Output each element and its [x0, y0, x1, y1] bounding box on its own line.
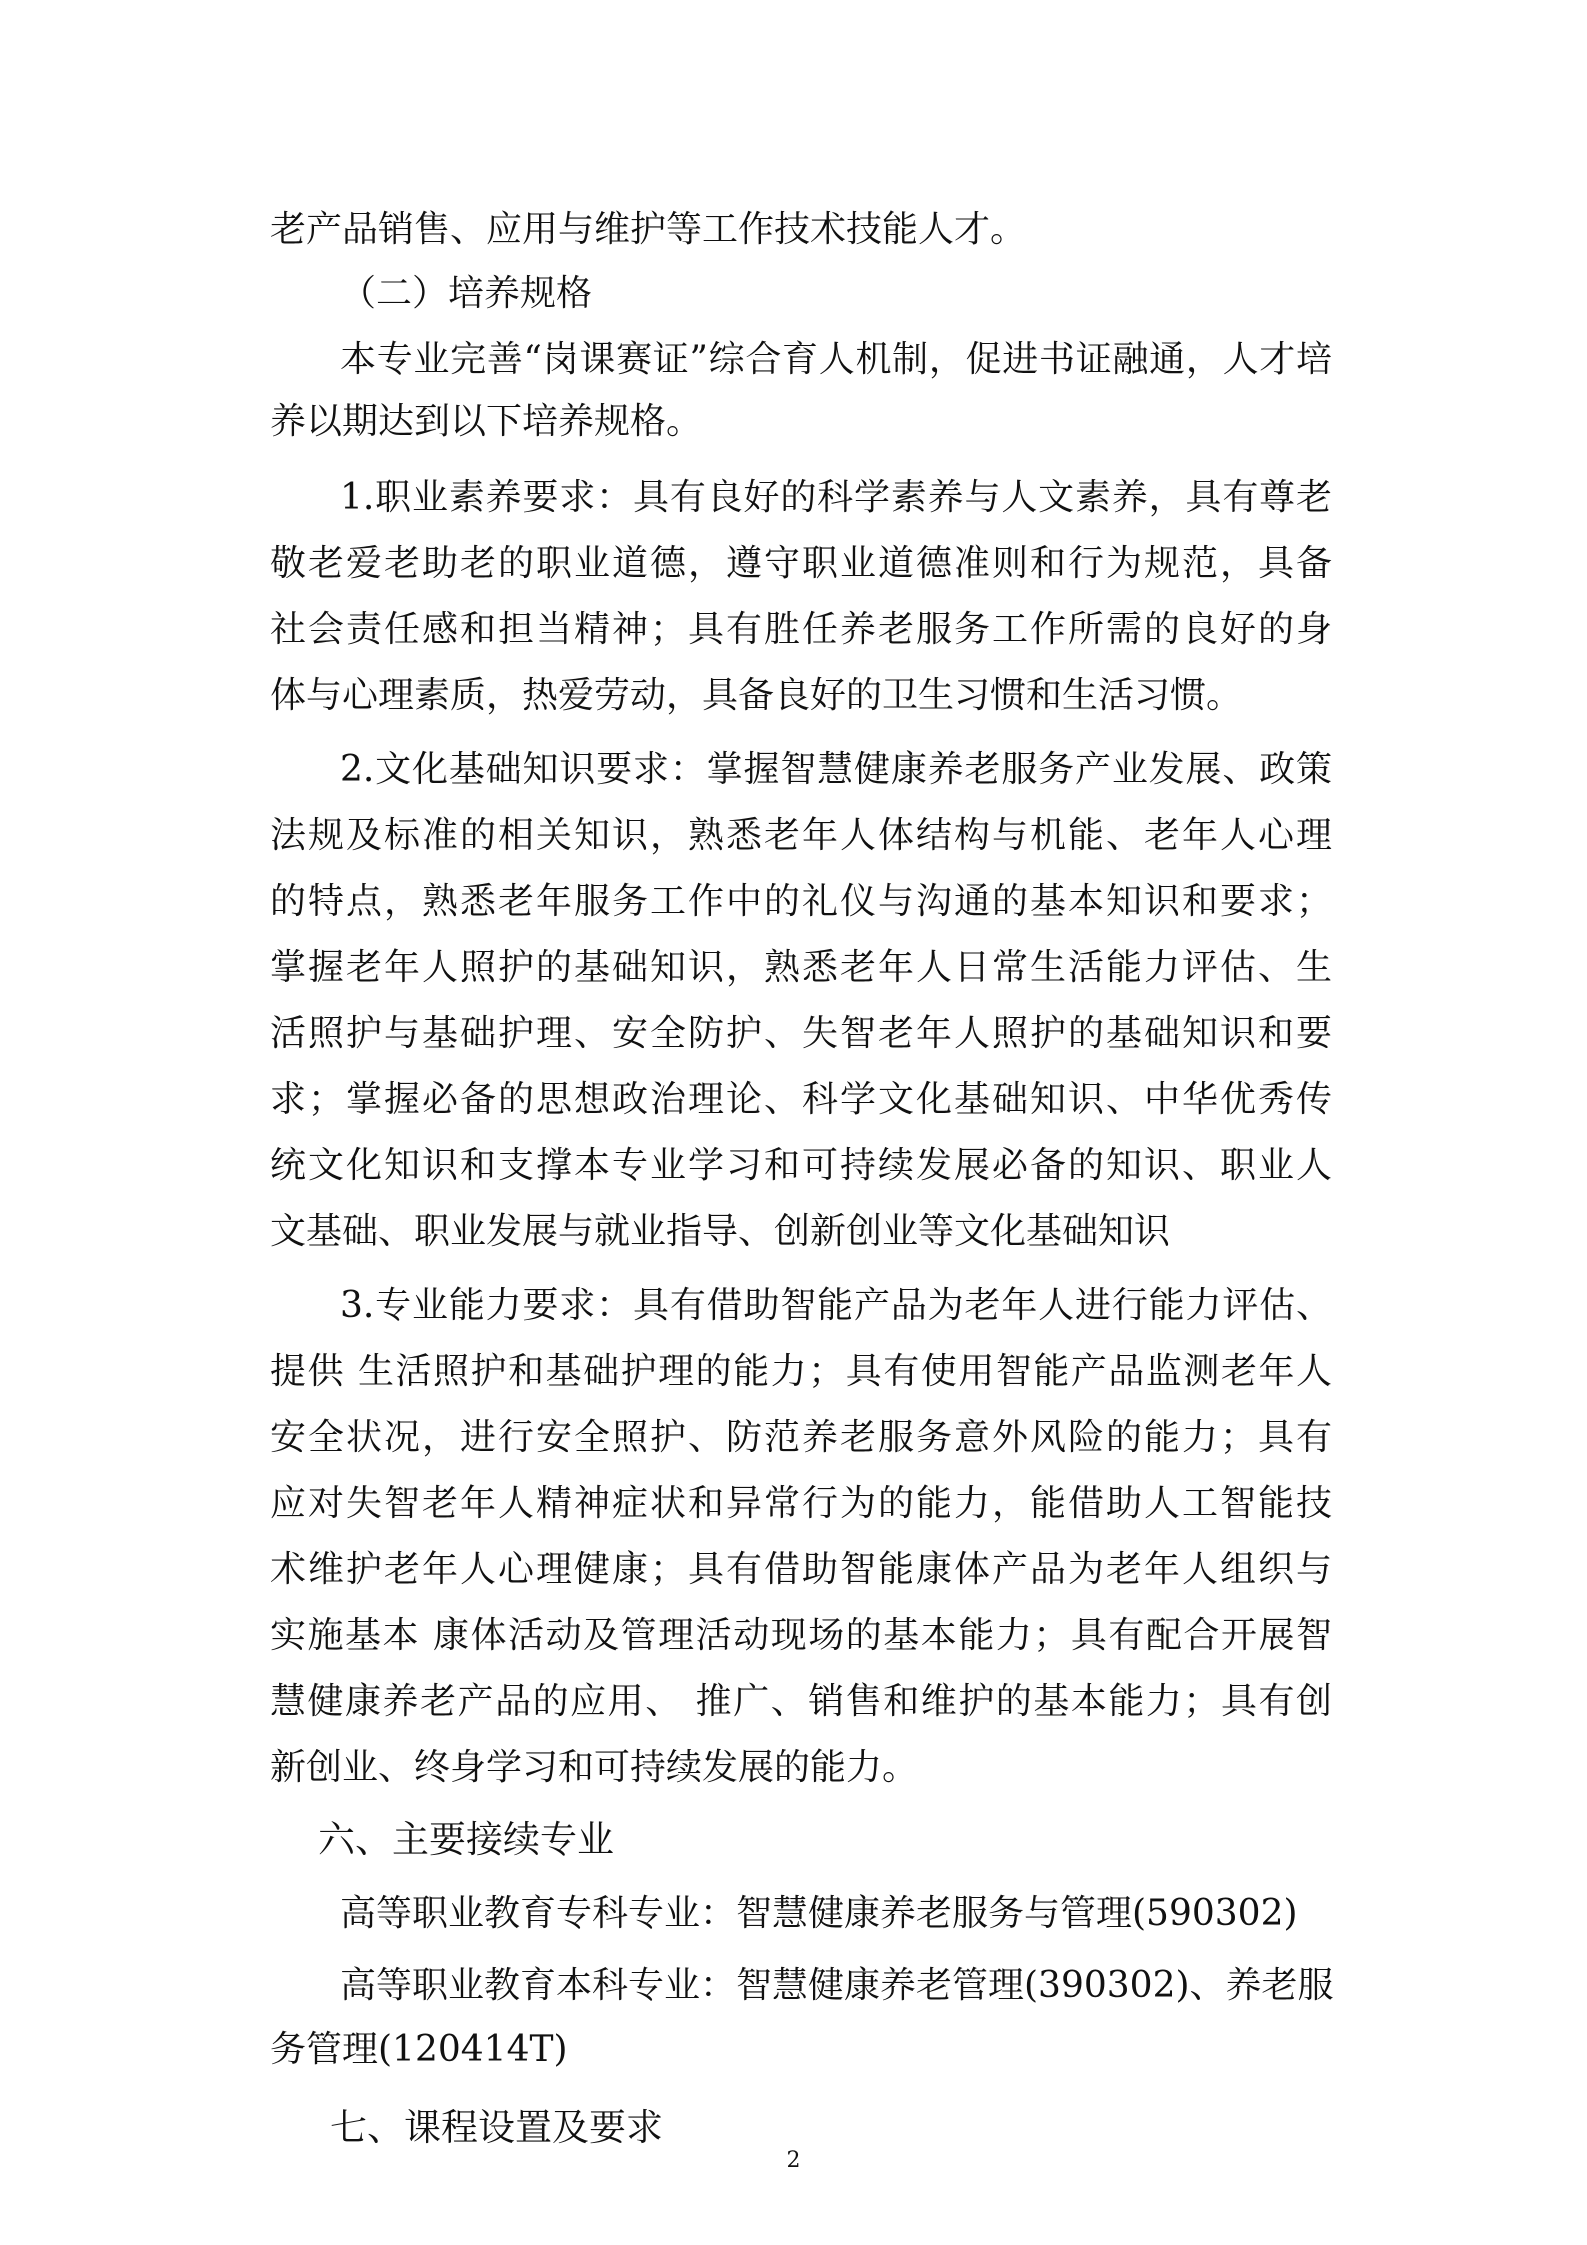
- item-3-professional-ability-line: 术维护老年人心理健康；具有借助智能康体产品为老年人组织与: [270, 1549, 1332, 1590]
- item-2-cultural-knowledge-line: 统文化知识和支撑本专业学习和可持续发展必备的知识、职业人: [270, 1145, 1332, 1186]
- paragraph-continuation-line: 老产品销售、应用与维护等工作技术技能人才。: [270, 209, 1027, 250]
- section-heading-curriculum: 七、课程设置及要求: [330, 2106, 663, 2149]
- continuing-major-vocational-undergraduate: 高等职业教育本科专业：智慧健康养老管理(390302)、养老服: [340, 1965, 1334, 2006]
- section-subheading-training-specs: （二）培养规格: [340, 273, 593, 314]
- item-3-professional-ability-line: 慧健康养老产品的应用、 推广、销售和维护的基本能力；具有创: [270, 1681, 1332, 1722]
- item-2-cultural-knowledge-line: 求；掌握必备的思想政治理论、科学文化基础知识、中华优秀传: [270, 1079, 1332, 1120]
- item-2-cultural-knowledge-line: 2.文化基础知识要求：掌握智慧健康养老服务产业发展、政策: [340, 749, 1332, 790]
- item-3-professional-ability-line: 应对失智老年人精神症状和异常行为的能力，能借助人工智能技: [270, 1483, 1332, 1524]
- item-3-professional-ability-line: 安全状况，进行安全照护、防范养老服务意外风险的能力；具有: [270, 1417, 1332, 1458]
- page-number: 2: [786, 2148, 801, 2173]
- item-2-cultural-knowledge-line: 法规及标准的相关知识，熟悉老年人体结构与机能、老年人心理: [270, 815, 1332, 856]
- item-1-professional-literacy-line: 敬老爱老助老的职业道德，遵守职业道德准则和行为规范，具备: [270, 543, 1332, 584]
- item-1-professional-literacy-line: 1.职业素养要求：具有良好的科学素养与人文素养，具有尊老: [340, 477, 1332, 518]
- item-2-cultural-knowledge-line: 掌握老年人照护的基础知识，熟悉老年人日常生活能力评估、生: [270, 947, 1332, 988]
- continuing-major-vocational-college: 高等职业教育专科专业：智慧健康养老服务与管理(590302): [340, 1893, 1298, 1934]
- continuing-major-vocational-undergraduate: 务管理(120414T): [270, 2029, 568, 2070]
- item-3-professional-ability-line: 实施基本 康体活动及管理活动现场的基本能力；具有配合开展智: [270, 1615, 1332, 1656]
- item-1-professional-literacy-line: 体与心理素质，热爱劳动，具备良好的卫生习惯和生活习惯。: [270, 675, 1243, 716]
- section-heading-continuing-majors: 六、主要接续专业: [318, 1818, 614, 1861]
- item-2-cultural-knowledge-line: 活照护与基础护理、安全防护、失智老年人照护的基础知识和要: [270, 1013, 1332, 1054]
- item-3-professional-ability-line: 3.专业能力要求：具有借助智能产品为老年人进行能力评估、: [340, 1285, 1332, 1326]
- intro-paragraph-line: 养以期达到以下培养规格。: [270, 401, 703, 442]
- item-1-professional-literacy-line: 社会责任感和担当精神；具有胜任养老服务工作所需的良好的身: [270, 609, 1332, 650]
- item-2-cultural-knowledge-line: 文基础、职业发展与就业指导、创新创业等文化基础知识: [270, 1211, 1171, 1252]
- item-3-professional-ability-line: 提供 生活照护和基础护理的能力；具有使用智能产品监测老年人: [270, 1351, 1332, 1392]
- intro-paragraph-line: 本专业完善“岗课赛证”综合育人机制，促进书证融通，人才培: [340, 339, 1332, 380]
- item-2-cultural-knowledge-line: 的特点，熟悉老年服务工作中的礼仪与沟通的基本知识和要求；: [270, 881, 1332, 922]
- item-3-professional-ability-line: 新创业、终身学习和可持续发展的能力。: [270, 1747, 919, 1788]
